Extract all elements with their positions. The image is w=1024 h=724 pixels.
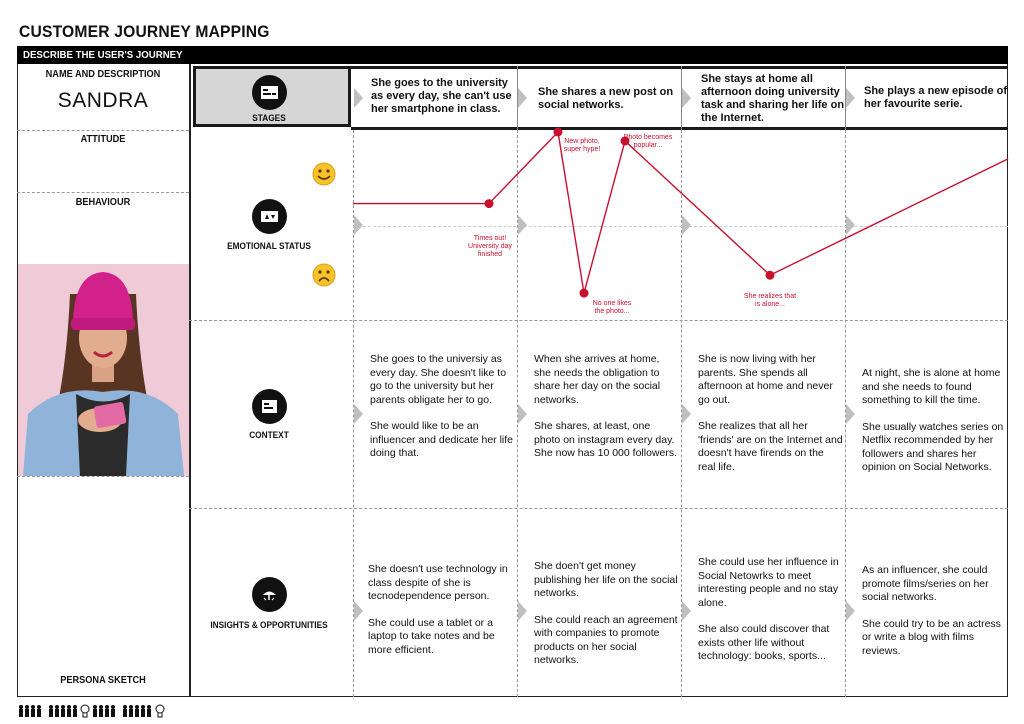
emotion-point-alone <box>766 271 775 280</box>
emotion-point-times-out <box>485 199 494 208</box>
stage-3-text: She stays at home all afternoon doing university task and sharing her life on the Internet. <box>701 73 845 124</box>
page-title: CUSTOMER JOURNEY MAPPING <box>19 22 270 41</box>
context-label: CONTEXT <box>249 430 289 440</box>
annotation-popular: Photo becomes popular... <box>623 134 673 149</box>
annotation-new-photo: New photo, super hype! <box>563 138 601 153</box>
insights-2-para-1: She doen't get money publishing her life on the social networks. <box>534 560 678 599</box>
context-3-para-2: She realizes that all her 'friends' are on the Internet and doesn't have firends on the real life. <box>698 420 843 473</box>
context-4-para-1: At night, she is alone at home and she needs to found something to kill the time. <box>862 367 1001 406</box>
context-cell-2 <box>534 353 679 461</box>
header-text: DESCRIBE THE USER'S JOURNEY <box>23 49 183 61</box>
insights-cell-3 <box>698 556 843 664</box>
context-1-para-2: She would like to be an influencer and dedicate her life doing that. <box>370 420 514 459</box>
insights-cell-4 <box>862 564 1007 658</box>
annotation-alone: She realizes that is alone... <box>743 293 797 308</box>
context-3-para-1: She is now living with her parents. She spends all afternoon at home and never go out. <box>698 353 833 406</box>
annotation-times-out: Times out! University day finished <box>468 235 512 258</box>
name-label: NAME AND DESCRIPTION <box>45 69 161 80</box>
emotion-point-new-photo <box>554 128 563 137</box>
behaviour-label: BEHAVIOUR <box>75 197 131 208</box>
stage-4-text: She plays a new episode of her favourite serie. <box>864 85 1008 110</box>
stages-label: STAGES <box>252 113 286 123</box>
context-1-para-1: She goes to the universiy as every day. She doesn't like to go to the university but her parents obligate her to go. <box>370 353 507 406</box>
persona-name: SANDRA <box>57 89 149 112</box>
stage-1-text: She goes to the university as every day, she can't use her smartphone in class. <box>371 77 512 115</box>
insights-cell-1 <box>368 563 513 657</box>
context-cell-3 <box>698 353 843 474</box>
insights-label: INSIGHTS & OPPORTUNITIES <box>210 620 328 630</box>
context-cell-1 <box>370 353 515 461</box>
emotion-point-no-one-likes <box>580 289 589 298</box>
insights-2-para-2: She could reach an agreement with companies to promote products on her social networks. <box>534 613 678 666</box>
context-2-para-2: She shares, at least, one photo on instagram every day. She now has 10 000 followers. <box>534 420 678 459</box>
emotion-line <box>353 132 1008 293</box>
insights-3-para-2: She also could discover that exists other life without technology: books, sports... <box>698 623 830 662</box>
annotation-no-one-likes: No one likes the photo... <box>592 300 632 315</box>
insights-4-para-2: She could try to be an actress or write a blog with films reviews. <box>862 617 1001 657</box>
insights-1-para-2: She could use a tablet or a laptop to take notes and be more efficient. <box>368 616 495 656</box>
footer-people-icons <box>18 704 168 721</box>
attitude-label: ATTITUDE <box>80 134 126 145</box>
context-2-para-1: When she arrives at home, she needs the obligation to share her day on the social networks. <box>534 353 661 406</box>
insights-1-para-1: She doesn't use technology in class despite of she is tecnodependence person. <box>368 563 508 602</box>
context-icon <box>252 389 287 424</box>
stage-2-text: She shares a new post on social networks. <box>538 86 674 111</box>
emotional-status-label: EMOTIONAL STATUS <box>227 241 311 251</box>
context-cell-4 <box>862 367 1007 475</box>
context-4-para-2: She usually watches series on Netflix recommended by her followers and shares her opinion on Social Networks. <box>862 420 1004 473</box>
persona-sketch-label: PERSONA SKETCH <box>60 675 146 686</box>
insights-icon <box>252 577 287 612</box>
insights-3-para-1: She could use her influence in Social Netowrks to meet interesting people and no stay alone. <box>698 556 839 609</box>
insights-4-para-1: As an influencer, she could promote films/series on her social networks. <box>862 564 989 603</box>
insights-cell-2 <box>534 560 679 668</box>
